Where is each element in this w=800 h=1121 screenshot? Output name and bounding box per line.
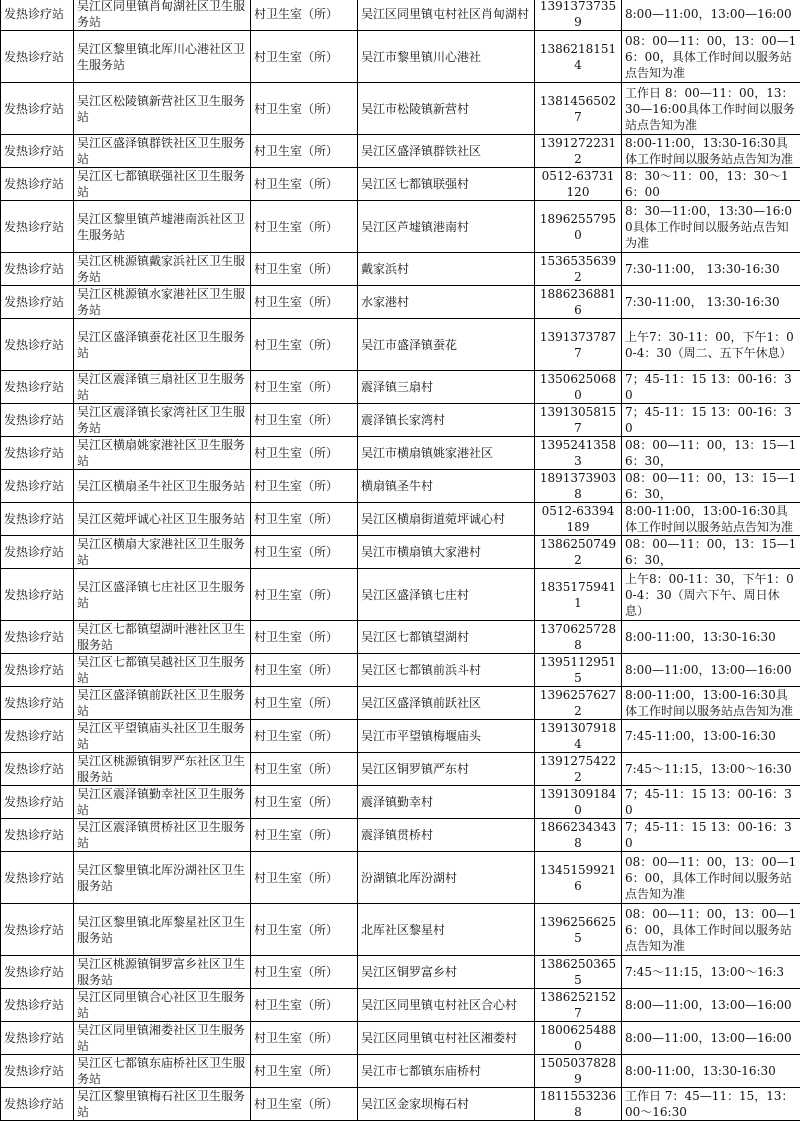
- station-name-cell: 吴江区桃源镇水家港社区卫生服务站: [74, 286, 251, 319]
- station-type-cell: 发热诊疗站: [1, 201, 74, 253]
- address-cell: 吴江区盛泽镇群铁社区: [358, 135, 535, 168]
- address-cell: 戴家浜村: [358, 253, 535, 286]
- phone-cell: 13913091840: [535, 786, 622, 819]
- hours-cell: 工作日 8：00—11：00，13：30—16:00具体工作时间以服务站点告知为准: [622, 83, 800, 135]
- table-row: [1, 687, 800, 720]
- phone-cell: 13912722312: [535, 135, 622, 168]
- station-name-cell: 吴江区同里镇合心社区卫生服务站: [74, 989, 251, 1022]
- station-type-cell: 发热诊疗站: [1, 687, 74, 720]
- station-level-cell: 村卫生室（所）: [251, 286, 358, 319]
- phone-cell: 13962566255: [535, 904, 622, 956]
- hours-cell: 08：00—11：00，13：00—16：00，具体工作时间以服务站点告知为准: [622, 852, 800, 904]
- hours-cell: 7:30-11:00， 13:30-16:30: [622, 253, 800, 286]
- station-type-cell: 发热诊疗站: [1, 956, 74, 989]
- station-level-cell: 村卫生室（所）: [251, 201, 358, 253]
- station-name-cell: 吴江区横扇姚家港社区卫生服务站: [74, 437, 251, 470]
- table-row: [1, 852, 800, 904]
- station-name-cell: 吴江区盛泽镇七庄社区卫生服务站: [74, 569, 251, 621]
- station-type-cell: 发热诊疗站: [1, 1055, 74, 1088]
- hours-cell: 8:00—11:00，13:00—16:00: [622, 654, 800, 687]
- station-type-cell: 发热诊疗站: [1, 654, 74, 687]
- address-cell: 水家港村: [358, 286, 535, 319]
- hours-cell: 7；45-11：15 13：00-16：30: [622, 404, 800, 437]
- address-cell: 吴江区盛泽镇前跃社区: [358, 687, 535, 720]
- station-level-cell: 村卫生室（所）: [251, 687, 358, 720]
- station-type-cell: 发热诊疗站: [1, 569, 74, 621]
- phone-cell: 15365356392: [535, 253, 622, 286]
- station-type-cell: 发热诊疗站: [1, 286, 74, 319]
- address-cell: 震泽镇贯桥村: [358, 819, 535, 852]
- station-name-cell: 吴江区黎里镇北厍川心港社区卫生服务站: [74, 31, 251, 83]
- station-name-cell: 吴江区平望镇庙头社区卫生服务站: [74, 720, 251, 753]
- address-cell: 吴江区同里镇屯村社区肖甸湖村: [358, 0, 535, 31]
- station-level-cell: 村卫生室（所）: [251, 569, 358, 621]
- hours-cell: 7；45-11：15 13：00-16：30: [622, 786, 800, 819]
- hours-cell: 7:45-11:00，13:00-16:30: [622, 720, 800, 753]
- phone-cell: 13913079184: [535, 720, 622, 753]
- station-level-cell: 村卫生室（所）: [251, 852, 358, 904]
- table-row: [1, 536, 800, 569]
- station-level-cell: 村卫生室（所）: [251, 720, 358, 753]
- station-type-cell: 发热诊疗站: [1, 168, 74, 201]
- station-type-cell: 发热诊疗站: [1, 437, 74, 470]
- address-cell: 吴江市横扇镇姚家港社区: [358, 437, 535, 470]
- table-row: [1, 989, 800, 1022]
- table-row: [1, 819, 800, 852]
- hours-cell: 08：00—11：00，13：00—16：00，具体工作时间以服务站点告知为准: [622, 31, 800, 83]
- station-type-cell: 发热诊疗站: [1, 786, 74, 819]
- station-level-cell: 村卫生室（所）: [251, 371, 358, 404]
- hours-cell: 08：00—11：00，13：15—16：30，: [622, 536, 800, 569]
- station-type-cell: 发热诊疗站: [1, 253, 74, 286]
- hours-cell: 上午8：00-11：30，下午1：00-4：30（周六下午、周日休息）: [622, 569, 800, 621]
- station-name-cell: 吴江区横扇大家港社区卫生服务站: [74, 536, 251, 569]
- table-row: [1, 786, 800, 819]
- station-type-cell: 发热诊疗站: [1, 135, 74, 168]
- phone-cell: 18962557950: [535, 201, 622, 253]
- station-name-cell: 吴江区同里镇湘娄社区卫生服务站: [74, 1022, 251, 1055]
- address-cell: 吴江区金家坝梅石村: [358, 1088, 535, 1121]
- phone-cell: 13913737877: [535, 319, 622, 371]
- table-row: [1, 437, 800, 470]
- station-type-cell: 发热诊疗站: [1, 904, 74, 956]
- address-cell: 北厍社区黎星村: [358, 904, 535, 956]
- address-cell: 吴江区七都镇联强村: [358, 168, 535, 201]
- phone-cell: 18351759411: [535, 569, 622, 621]
- phone-cell: 13814565027: [535, 83, 622, 135]
- station-name-cell: 吴江区横扇圣牛社区卫生服务站: [74, 470, 251, 503]
- station-name-cell: 吴江区盛泽镇蚕花社区卫生服务站: [74, 319, 251, 371]
- address-cell: 吴江区横扇街道菀坪诚心村: [358, 503, 535, 536]
- table-row: [1, 753, 800, 786]
- station-level-cell: 村卫生室（所）: [251, 31, 358, 83]
- address-cell: 吴江区七都镇望湖村: [358, 621, 535, 654]
- station-level-cell: 村卫生室（所）: [251, 404, 358, 437]
- station-type-cell: 发热诊疗站: [1, 720, 74, 753]
- phone-cell: 13951129515: [535, 654, 622, 687]
- station-type-cell: 发热诊疗站: [1, 0, 74, 31]
- address-cell: 震泽镇三扇村: [358, 371, 535, 404]
- phone-cell: 13706257288: [535, 621, 622, 654]
- station-name-cell: 吴江区盛泽镇群铁社区卫生服务站: [74, 135, 251, 168]
- address-cell: 震泽镇勤幸村: [358, 786, 535, 819]
- phone-cell: 13913737359: [535, 0, 622, 31]
- phone-cell: 13506250680: [535, 371, 622, 404]
- table-row: [1, 135, 800, 168]
- table-row: [1, 31, 800, 83]
- phone-cell: 13962576272: [535, 687, 622, 720]
- station-type-cell: 发热诊疗站: [1, 319, 74, 371]
- station-level-cell: 村卫生室（所）: [251, 1022, 358, 1055]
- address-cell: 吴江市松陵镇新营村: [358, 83, 535, 135]
- hours-cell: 7:45～11:15，13:00～16:3: [622, 956, 800, 989]
- address-cell: 吴江市横扇镇大家港村: [358, 536, 535, 569]
- table-row: [1, 286, 800, 319]
- phone-cell: 13862503655: [535, 956, 622, 989]
- station-type-cell: 发热诊疗站: [1, 753, 74, 786]
- station-level-cell: 村卫生室（所）: [251, 1055, 358, 1088]
- phone-cell: 13862181514: [535, 31, 622, 83]
- hours-cell: 08：00—11：00，13：15—16：30，: [622, 470, 800, 503]
- table-row: [1, 569, 800, 621]
- station-level-cell: 村卫生室（所）: [251, 168, 358, 201]
- hours-cell: 8：30—11:00，13:30—16:00具体工作时间以服务站点告知为准: [622, 201, 800, 253]
- station-name-cell: 吴江区七都镇吴越社区卫生服务站: [74, 654, 251, 687]
- station-type-cell: 发热诊疗站: [1, 31, 74, 83]
- station-name-cell: 吴江区七都镇望湖叶港社区卫生服务站: [74, 621, 251, 654]
- table-row: [1, 904, 800, 956]
- address-cell: 吴江市平望镇梅堰庙头: [358, 720, 535, 753]
- table-row: [1, 1055, 800, 1088]
- station-level-cell: 村卫生室（所）: [251, 83, 358, 135]
- phone-cell: 18913739038: [535, 470, 622, 503]
- address-cell: 震泽镇长家湾村: [358, 404, 535, 437]
- table-row: [1, 720, 800, 753]
- hours-cell: 8:00—11:00，13:00—16:00: [622, 989, 800, 1022]
- station-type-cell: 发热诊疗站: [1, 503, 74, 536]
- station-type-cell: 发热诊疗站: [1, 83, 74, 135]
- station-name-cell: 吴江区七都镇联强社区卫生服务站: [74, 168, 251, 201]
- hours-cell: 8:00—11:00，13:00—16:00: [622, 0, 800, 31]
- hours-cell: 7:30-11:00， 13:30-16:30: [622, 286, 800, 319]
- hours-cell: 08：00—11：00，13：00—16：00，具体工作时间以服务站点告知为准: [622, 904, 800, 956]
- hours-cell: 8：30～11：00，13：30～16：00: [622, 168, 800, 201]
- clinic-table-body: [1, 0, 800, 1121]
- hours-cell: 8:00—11:00，13:00—16:00: [622, 1022, 800, 1055]
- station-name-cell: 吴江区黎里镇北厍汾湖社区卫生服务站: [74, 852, 251, 904]
- station-level-cell: 村卫生室（所）: [251, 989, 358, 1022]
- station-name-cell: 吴江区菀坪诚心社区卫生服务站: [74, 503, 251, 536]
- address-cell: 吴江区盛泽镇七庄村: [358, 569, 535, 621]
- phone-cell: 15050378289: [535, 1055, 622, 1088]
- station-name-cell: 吴江区震泽镇长家湾社区卫生服务站: [74, 404, 251, 437]
- station-type-cell: 发热诊疗站: [1, 371, 74, 404]
- station-name-cell: 吴江区桃源镇铜罗富乡社区卫生服务站: [74, 956, 251, 989]
- address-cell: 汾湖镇北厍汾湖村: [358, 852, 535, 904]
- station-level-cell: 村卫生室（所）: [251, 904, 358, 956]
- station-type-cell: 发热诊疗站: [1, 470, 74, 503]
- station-level-cell: 村卫生室（所）: [251, 503, 358, 536]
- address-cell: 吴江区铜罗镇严东村: [358, 753, 535, 786]
- station-name-cell: 吴江区震泽镇勤幸社区卫生服务站: [74, 786, 251, 819]
- table-row: [1, 253, 800, 286]
- table-row: [1, 654, 800, 687]
- station-level-cell: 村卫生室（所）: [251, 135, 358, 168]
- address-cell: 吴江区铜罗富乡村: [358, 956, 535, 989]
- station-level-cell: 村卫生室（所）: [251, 956, 358, 989]
- phone-cell: 18662343438: [535, 819, 622, 852]
- address-cell: 横扇镇圣牛村: [358, 470, 535, 503]
- hours-cell: 08：00—11：00，13：15—16：30，: [622, 437, 800, 470]
- table-row: [1, 404, 800, 437]
- hours-cell: 7；45-11：15 13：00-16：30: [622, 371, 800, 404]
- station-level-cell: 村卫生室（所）: [251, 621, 358, 654]
- hours-cell: 8:00-11:00，13:30-16:30具体工作时间以服务站点告知为准: [622, 135, 800, 168]
- address-cell: 吴江市黎里镇川心港社: [358, 31, 535, 83]
- station-level-cell: 村卫生室（所）: [251, 786, 358, 819]
- station-name-cell: 吴江区震泽镇贯桥社区卫生服务站: [74, 819, 251, 852]
- station-name-cell: 吴江区桃源镇戴家浜社区卫生服务站: [74, 253, 251, 286]
- hours-cell: 工作日 7：45—11：15，13：00～16:30: [622, 1088, 800, 1121]
- station-name-cell: 吴江区同里镇肖甸湖社区卫生服务站: [74, 0, 251, 31]
- station-name-cell: 吴江区盛泽镇前跃社区卫生服务站: [74, 687, 251, 720]
- hours-cell: 8:00-11:00，13:30-16:30: [622, 1055, 800, 1088]
- phone-cell: 13913058157: [535, 404, 622, 437]
- phone-cell: 13912754222: [535, 753, 622, 786]
- phone-cell: 0512-63394189: [535, 503, 622, 536]
- station-name-cell: 吴江区桃源镇铜罗严东社区卫生服务站: [74, 753, 251, 786]
- table-row: [1, 1022, 800, 1055]
- address-cell: 吴江区七都镇前浜斗村: [358, 654, 535, 687]
- address-cell: 吴江区同里镇屯村社区湘娄村: [358, 1022, 535, 1055]
- table-row: [1, 621, 800, 654]
- station-level-cell: 村卫生室（所）: [251, 1088, 358, 1121]
- station-type-cell: 发热诊疗站: [1, 1022, 74, 1055]
- station-name-cell: 吴江区松陵镇新营社区卫生服务站: [74, 83, 251, 135]
- station-name-cell: 吴江区黎里镇北厍黎星社区卫生服务站: [74, 904, 251, 956]
- station-level-cell: 村卫生室（所）: [251, 0, 358, 31]
- table-row: [1, 1088, 800, 1121]
- station-type-cell: 发热诊疗站: [1, 852, 74, 904]
- table-row: [1, 956, 800, 989]
- phone-cell: 13451599216: [535, 852, 622, 904]
- address-cell: 吴江区芦墟镇港南村: [358, 201, 535, 253]
- station-level-cell: 村卫生室（所）: [251, 536, 358, 569]
- table-row: [1, 168, 800, 201]
- phone-cell: 18006254880: [535, 1022, 622, 1055]
- station-type-cell: 发热诊疗站: [1, 621, 74, 654]
- address-cell: 吴江市七都镇东庙桥村: [358, 1055, 535, 1088]
- table-row: [1, 470, 800, 503]
- station-type-cell: 发热诊疗站: [1, 404, 74, 437]
- station-name-cell: 吴江区七都镇东庙桥社区卫生服务站: [74, 1055, 251, 1088]
- station-type-cell: 发热诊疗站: [1, 819, 74, 852]
- table-row: [1, 503, 800, 536]
- station-name-cell: 吴江区黎里镇梅石社区卫生服务站: [74, 1088, 251, 1121]
- table-row: [1, 371, 800, 404]
- station-level-cell: 村卫生室（所）: [251, 819, 358, 852]
- phone-cell: 13862507492: [535, 536, 622, 569]
- hours-cell: 8:00-11:00，13:00-16:30具体工作时间以服务站点告知为准: [622, 503, 800, 536]
- address-cell: 吴江市盛泽镇蚕花: [358, 319, 535, 371]
- station-type-cell: 发热诊疗站: [1, 989, 74, 1022]
- phone-cell: 0512-63731120: [535, 168, 622, 201]
- station-level-cell: 村卫生室（所）: [251, 654, 358, 687]
- hours-cell: 7；45-11：15 13：00-16：30: [622, 819, 800, 852]
- station-type-cell: 发热诊疗站: [1, 536, 74, 569]
- hours-cell: 上午7：30-11：00，下午1：00-4：30（周二、五下午休息）: [622, 319, 800, 371]
- phone-cell: 13952413583: [535, 437, 622, 470]
- station-level-cell: 村卫生室（所）: [251, 253, 358, 286]
- hours-cell: 8:00-11:00，13:30-16:30: [622, 621, 800, 654]
- table-row: [1, 83, 800, 135]
- station-level-cell: 村卫生室（所）: [251, 319, 358, 371]
- station-name-cell: 吴江区震泽镇三扇社区卫生服务站: [74, 371, 251, 404]
- table-row: [1, 201, 800, 253]
- station-type-cell: 发热诊疗站: [1, 1088, 74, 1121]
- table-row: [1, 319, 800, 371]
- station-level-cell: 村卫生室（所）: [251, 470, 358, 503]
- phone-cell: 13862521527: [535, 989, 622, 1022]
- station-name-cell: 吴江区黎里镇芦墟港南浜社区卫生服务站: [74, 201, 251, 253]
- phone-cell: 18115532368: [535, 1088, 622, 1121]
- hours-cell: 7:45～11:15，13:00～16:30: [622, 753, 800, 786]
- hours-cell: 8:00-11:00，13:00-16:30具体工作时间以服务站点告知为准: [622, 687, 800, 720]
- station-level-cell: 村卫生室（所）: [251, 437, 358, 470]
- address-cell: 吴江区同里镇屯村社区合心村: [358, 989, 535, 1022]
- phone-cell: 18862368816: [535, 286, 622, 319]
- station-level-cell: 村卫生室（所）: [251, 753, 358, 786]
- table-row: [1, 0, 800, 31]
